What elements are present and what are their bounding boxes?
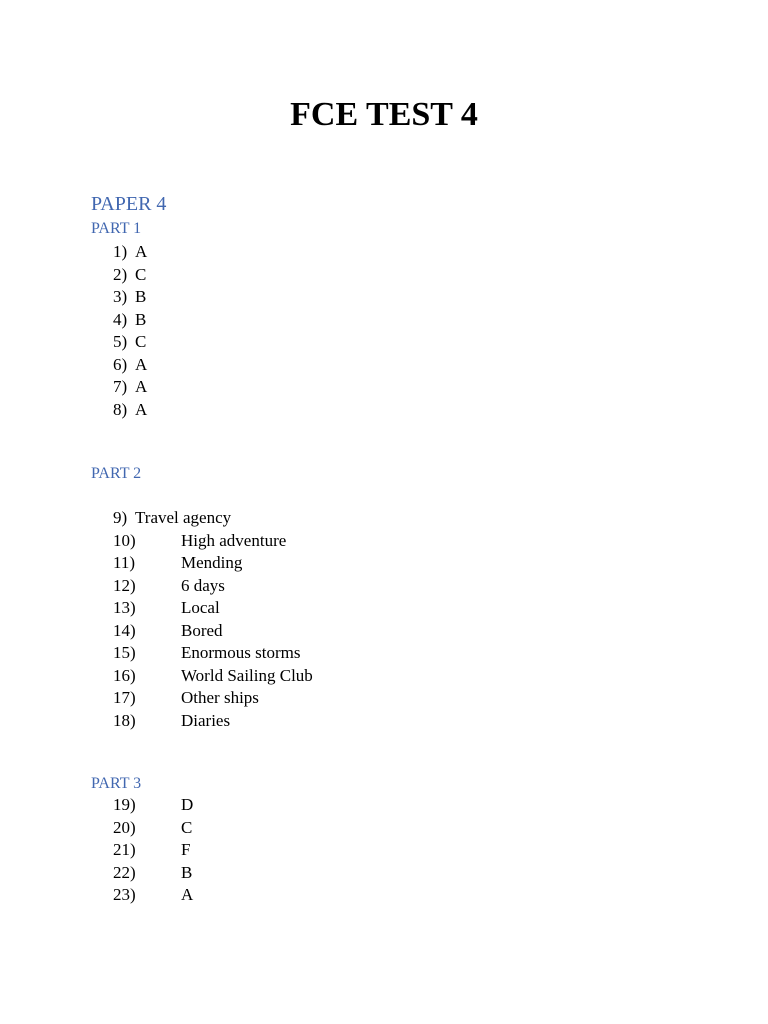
item-answer: World Sailing Club bbox=[181, 665, 313, 685]
item-answer: Local bbox=[181, 598, 220, 617]
item-number: 23) bbox=[113, 885, 136, 904]
item-number: 6) bbox=[113, 354, 128, 374]
item-answer: A bbox=[135, 242, 148, 261]
item-answer: 6 days bbox=[181, 575, 225, 595]
item-number: 17) bbox=[113, 688, 136, 707]
item-number: 8) bbox=[113, 399, 128, 419]
item-number: 9) bbox=[113, 508, 128, 527]
item-answer: A bbox=[135, 377, 148, 396]
part-1-heading: PART 1 bbox=[91, 220, 142, 237]
item-number: 13) bbox=[113, 598, 136, 617]
item-number: 5) bbox=[113, 332, 128, 351]
item-number: 14) bbox=[113, 620, 136, 640]
item-answer: C bbox=[135, 332, 147, 351]
item-number: 21) bbox=[113, 840, 136, 859]
item-answer: C bbox=[181, 817, 193, 837]
item-number: 20) bbox=[113, 817, 136, 837]
item-number: 16) bbox=[113, 665, 136, 685]
item-answer: F bbox=[181, 840, 191, 859]
item-answer: B bbox=[181, 862, 193, 882]
item-answer: Bored bbox=[181, 620, 223, 640]
item-answer: D bbox=[181, 795, 194, 814]
item-answer: Other ships bbox=[181, 688, 259, 707]
item-answer: C bbox=[135, 264, 147, 284]
item-number: 12) bbox=[113, 575, 136, 595]
item-answer: B bbox=[135, 309, 147, 329]
part-2-heading: PART 2 bbox=[91, 465, 142, 482]
item-answer: Enormous storms bbox=[181, 643, 301, 662]
item-number: 10) bbox=[113, 530, 136, 550]
item-number: 18) bbox=[113, 710, 136, 730]
item-answer: Diaries bbox=[181, 710, 231, 730]
item-number: 19) bbox=[113, 795, 136, 814]
document-title: FCE TEST 4 bbox=[290, 96, 478, 133]
item-answer: A bbox=[181, 885, 194, 904]
item-answer: Mending bbox=[181, 553, 243, 572]
item-answer: A bbox=[135, 354, 148, 374]
item-answer: Travel agency bbox=[135, 508, 232, 527]
item-number: 7) bbox=[113, 377, 128, 396]
item-answer: High adventure bbox=[181, 530, 287, 550]
item-number: 3) bbox=[113, 287, 128, 306]
item-number: 2) bbox=[113, 264, 128, 284]
part-3-heading: PART 3 bbox=[91, 775, 142, 792]
paper-heading: PAPER 4 bbox=[91, 193, 167, 215]
item-number: 22) bbox=[113, 862, 136, 882]
item-number: 4) bbox=[113, 309, 128, 329]
item-answer: B bbox=[135, 287, 147, 306]
item-number: 11) bbox=[113, 553, 136, 572]
item-number: 15) bbox=[113, 643, 136, 662]
item-answer: A bbox=[135, 399, 148, 419]
item-number: 1) bbox=[113, 242, 128, 261]
